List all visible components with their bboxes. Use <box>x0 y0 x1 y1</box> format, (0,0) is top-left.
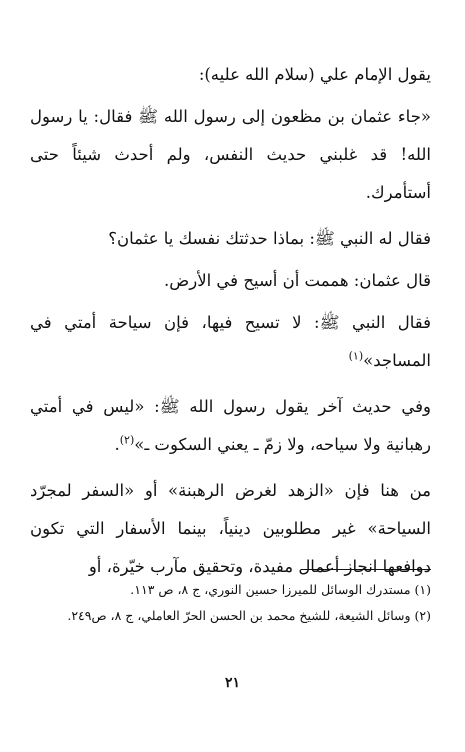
paragraph-second-hadith-tail: . <box>114 435 120 454</box>
paragraph-second-hadith-text: وفي حديث آخر يقول رسول الله ﷺ: «ليس في أمتي رهبانية ولا سياحه، ولا زمّ ـ يعني السكوت ـ» <box>30 397 431 454</box>
footnote-2: (٢) وسائل الشيعة، للشيخ محمد بن الحسن الحرّ العاملي، ج ٨، ص٢٤٩. <box>67 608 431 623</box>
paragraph-conclusion: من هنا فإن «الزهد لغرض الرهبنة» أو «السفر لمجرّد السياحة» غير مطلوبين دينياً، بينما الأسفار التي تكون دوافعها انجاز أعمال مفيدة، وتحقيق مآرب خيّرة، أو <box>30 481 431 576</box>
paragraph-prophet-answer-text: فقال النبي ﷺ: لا تسيح فيها، فإن سياحة أمتي في المساجد» <box>30 313 431 370</box>
footnote-1: (١) مستدرك الوسائل للميرزا حسين النوري، ج ٨، ص ١١٣. <box>130 582 431 597</box>
paragraph-prophet-question: فقال له النبي ﷺ: بماذا حدثتك نفسك يا عثمان؟ <box>108 229 431 248</box>
paragraph-prophet-answer <box>30 304 431 380</box>
footnote-ref-1: (١) <box>348 349 364 363</box>
footnote-divider <box>301 569 431 570</box>
footnotes <box>30 577 431 629</box>
paragraph-second-hadith <box>30 388 431 464</box>
footnote-ref-2: (٢) <box>119 433 135 447</box>
paragraph-hadith-opening: «جاء عثمان بن مظعون إلى رسول الله ﷺ فقال: يا رسول الله! قد غلبني حديث النفس، ولم أحدث شيئاً حتى أستأمرك. <box>30 107 431 202</box>
paragraph-uthman-reply: قال عثمان: هممت أن أسيح في الأرض. <box>164 271 431 290</box>
paragraph-intro: يقول الإمام علي (سلام الله عليه): <box>198 65 431 84</box>
page-number: ٢١ <box>224 675 241 691</box>
